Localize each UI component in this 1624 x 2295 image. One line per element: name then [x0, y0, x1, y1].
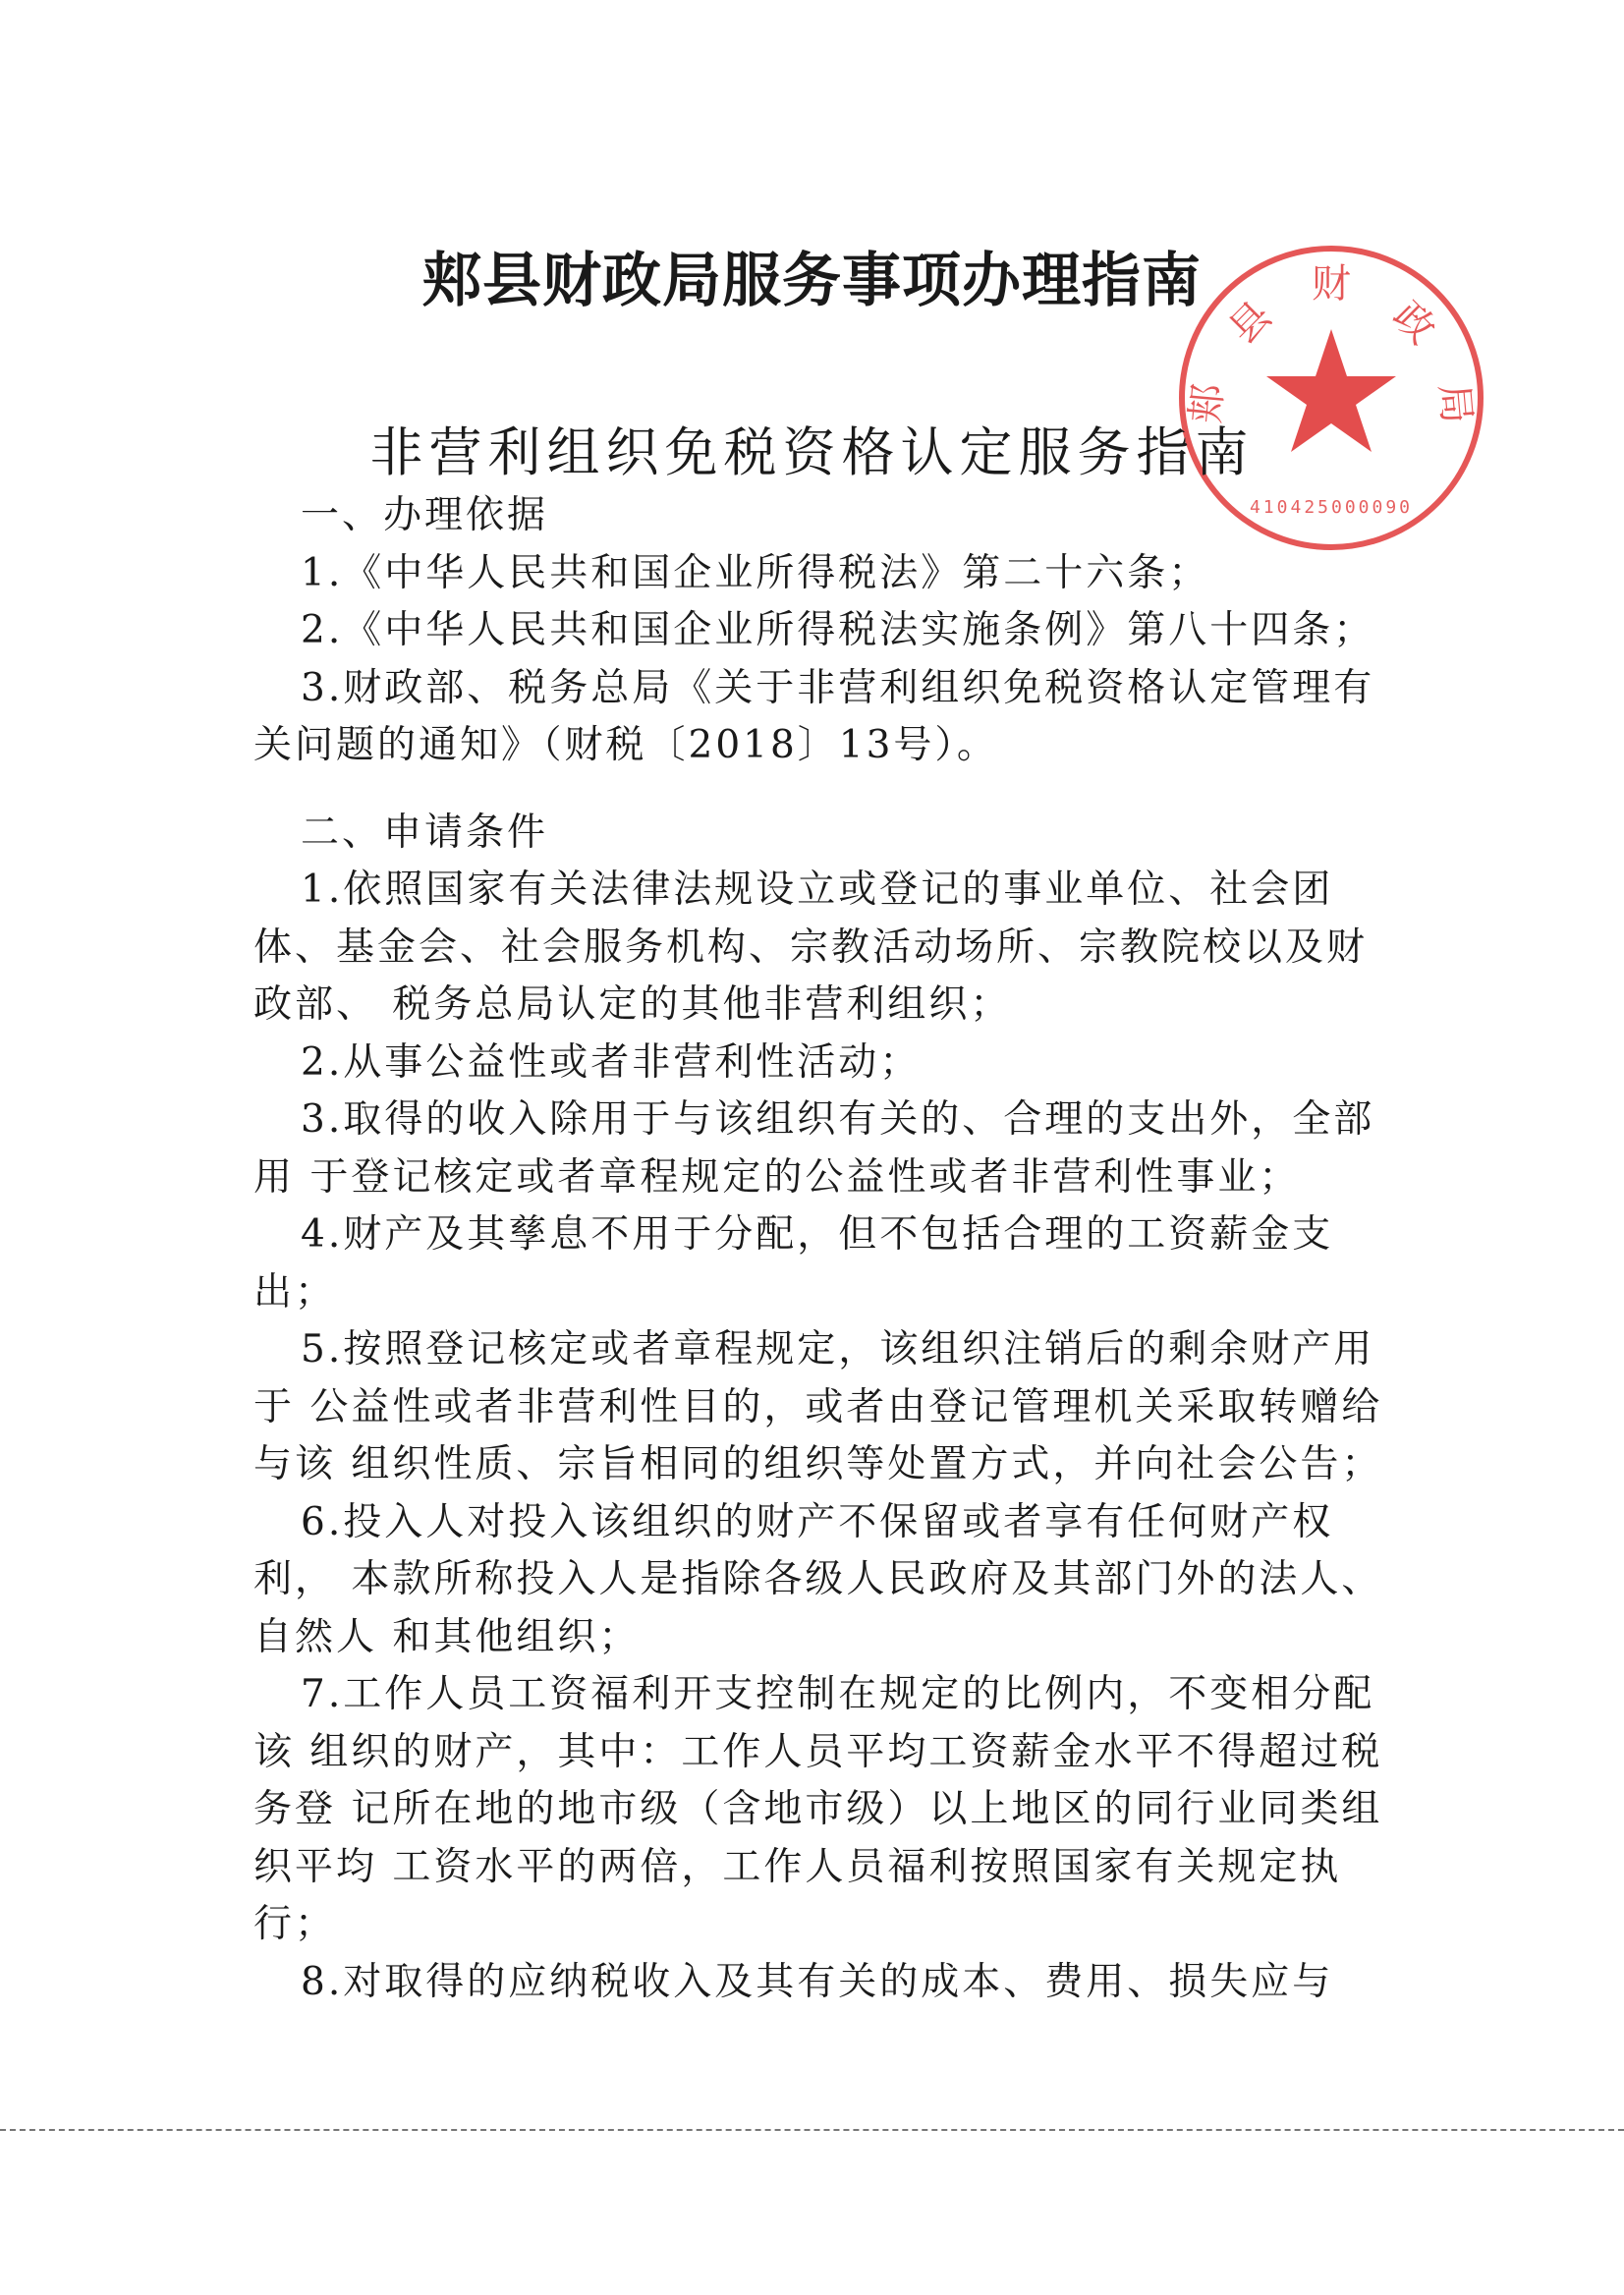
- list-item: 6.投入人对投入该组织的财产不保留或者享有任何财产权利， 本款所称投入人是指除各级人民政府及其部门外的法人、自然人 和其他组织；: [253, 1499, 1383, 1659]
- list-item: 3.财政部、税务总局《关于非营利组织免税资格认定管理有 关问题的通知》（财税〔2018〕13号）。: [253, 665, 1375, 767]
- list-item: 5.按照登记核定或者章程规定，该组织注销后的剩余财产用于 公益性或者非营利性目的，或者由登记管理机关采取转赠给与该 组织性质、宗旨相同的组织等处置方式，并向社会公告；: [253, 1327, 1383, 1486]
- document-title: 郏县财政局服务事项办理指南: [422, 247, 1202, 315]
- list-item: 4.财产及其孳息不用于分配，但不包括合理的工资薪金支出；: [253, 1212, 1334, 1315]
- list-item: 2.《中华人民共和国企业所得税法实施条例》第八十四条；: [301, 608, 1375, 652]
- section-heading: 二、申请条件: [301, 810, 549, 855]
- document-body: [253, 487, 1383, 2011]
- svg-text:县: 县: [1220, 293, 1281, 354]
- section-heading: 一、办理依据: [301, 493, 549, 537]
- svg-text:410425000090: 410425000090: [1249, 497, 1414, 518]
- list-item: 1.依照国家有关法律法规设立或登记的事业单位、社会团体、基金会、社会服务机构、宗教活动场所、宗教院校以及财政部、 税务总局认定的其他非营利组织；: [253, 868, 1369, 1027]
- list-item: 1.《中华人民共和国企业所得税法》第二十六条；: [301, 550, 1210, 595]
- svg-text:政: 政: [1383, 293, 1444, 354]
- section-gap: [253, 775, 1383, 805]
- list-item: 7.工作人员工资福利开支控制在规定的比例内，不变相分配该 组织的财产，其中：工作人员平均工资薪金水平不得超过税务登 记所在地的地市级（含地市级）以上地区的同行业同类组织平均 工资水平的两倍，工作人员福利按照国家有关规定执行；: [253, 1672, 1383, 1946]
- list-item: 3.取得的收入除用于与该组织有关的、合理的支出外，全部用 于登记核定或者章程规定的公益性或者非营利性事业；: [253, 1097, 1375, 1200]
- list-item: 2.从事公益性或者非营利性活动；: [301, 1039, 922, 1085]
- svg-text:财: 财: [1312, 261, 1351, 307]
- document-subtitle: 非营利组织免税资格认定服务指南: [369, 421, 1255, 483]
- page-edge-divider: [0, 2129, 1624, 2131]
- list-item: 8.对取得的应纳税收入及其有关的成本、费用、损失应与: [301, 1959, 1334, 2004]
- svg-text:局: 局: [1430, 381, 1480, 425]
- svg-text:郏: 郏: [1183, 381, 1232, 425]
